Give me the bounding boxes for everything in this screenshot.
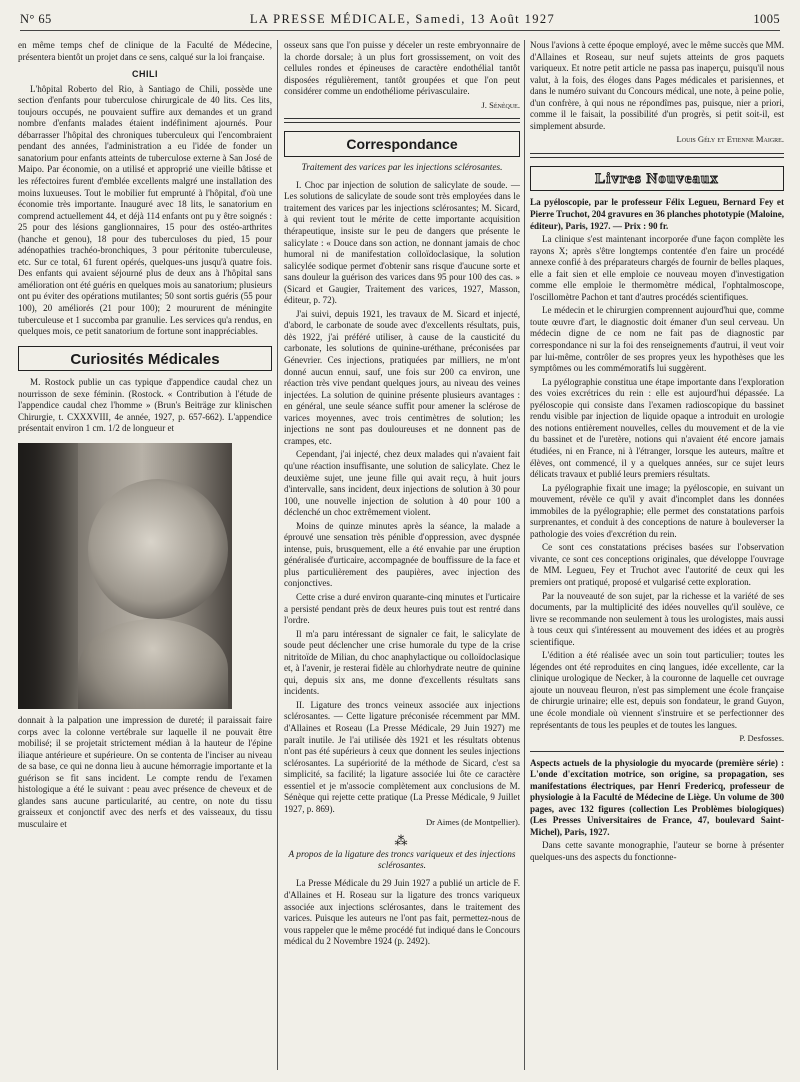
curiosites-paragraph: M. Rostock publie un cas typique d'appendice caudal chez un nourrisson de sexe féminin. (Rostock. « Contribution à l'étude de l'appendice caudal chez l'homme » (Brun's Beiträge zur klinischen Chirurgie, t. CXXXVIII, 4e année, 1927, p. 657-662). L'appendice présentait environ 1 cm. 1/2 de longueur et [18,377,272,434]
divider-book [530,751,784,752]
photo-body-shape [78,619,228,709]
propos-paragraph: La Presse Médicale du 29 Juin 1927 a publié un article de F. d'Allaines et H. Roseau sur la ligature des troncs variqueux associée aux injections sclérosantes, dans le traitement des varices. Puisque les auteurs ne l'ont pas fait, permettez-nous de vous rappeler que le même procédé fut indiqué dans le Concours médical du 2 Novembre 1924 (p. 2492). [284,878,520,947]
curiosites-title: Curiosités Médicales [18,346,272,372]
tail-appendix-photograph [18,443,232,709]
book1-paragraph-2: Le médecin et le chirurgien comprennent aujourd'hui que, comme toute œuvre d'art, le diagnostic doit émaner d'un seul cerveau. Un médecin digne de ce nom ne fait pas de diagnostic par correspondance ni sur la foi des renseignements d'autrui, il veut voir par lui-même, contrôler de ses propres yeux les hypothèses que les symptômes ou les commémoratifs lui suggèrent. [530,305,784,374]
column-right [530,40,784,1070]
divider-right [530,153,784,158]
column-rule-2 [524,40,525,1070]
top-paragraph: osseux sans que l'on puisse y déceler un reste embryonnaire de la chorde dorsale; à un plus fort grossissement, on voit des cellules rondes et épineuses de caractère endothélial tantôt disposées régulièrement, tantôt groupées et que l'on peut considérer comme un endothéliome périvasculaire. [284,40,520,97]
book2-paragraph: Dans cette savante monographie, l'auteur se borne à présenter quelques-uns des aspects du fonctionne- [530,840,784,862]
section-stars: ⁂ [394,832,410,848]
correspondance-signature: Dr Aimes (de Montpellier). [425,817,520,828]
propos-subtitle: A propos de la ligature des troncs variqueux et des injections sclérosantes. [288,850,516,872]
issue-number: N° 65 [20,11,52,26]
column-rule-1 [277,40,278,1070]
corr-paragraph-2: J'ai suivi, depuis 1921, les travaux de M. Sicard et injecté, d'abord, le carbonate de soude avec d'excellents résultats, puis, dès 1922, j'ai préféré utiliser, à cause de la causticité du carbonate, les solutions de quinine-uréthane, préconisées par Génevrier. Ces injections, pratiquées par milliers, ne m'ont donné aucun ennui, sauf, une fois sur 200 ca environ, une réaction très vive pendant quelques jours, au niveau des veines injectées. La solution de quinine présente plusieurs avantages : en général, une seule séance suffit pour amener la sclérose de varices moyennes, avec trois centimètres de solution; les injections ne sont pas douloureuses et ne donnent pas de crampes, etc. [284,308,520,446]
divider [284,118,520,123]
livres-nouveaux-title: Livres Nouveaux [530,166,784,192]
book1-paragraph-3: La pyélographie constitua une étape importante dans l'exploration des voies excrétrices du rein : elle est aujourd'hui dépassée. La pyéloscopie qui consiste dans l'examen radioscopique du bassinet rendu visible par injection de liquide opaque a introduit en urologie des notions entièrement nouvelles, celles du mouvement et de la vie du bassinet et de l'uretère, notions qui n'avaient été encore jamais étudiées, ni en France, ni à l'étranger, lorsque les auteurs, maître et élèves, ont commencé, il y a quelques années, sur ce sujet leurs délicats travaux et publié leurs premiers résultats. [530,376,784,480]
chili-heading: CHILI [132,69,158,80]
review-signature: P. Desfosses. [739,733,784,744]
after-photo-paragraph: donnait à la palpation une impression de dureté; il paraissait faire corps avec la colonne vertébrale sur laquelle il ne pouvait être mobilisé; il se projetait strictement médian à la hauteur de l'épine iliaque antérieure et supérieure. On se contenta de l'inciser au niveau de sa base, ce qui ne donna lieu à aucune hémorragie importante et la guérison se fit sans incident. Le compte rendu de l'examen histologique a été le suivant : peau avec présence de cheveux et de glandes sans aucune particularité, au centre, on note du tissu graisseux et conjonctif avec des nerfs et des vaisseaux, du tissu musculaire et [18,714,272,829]
corr-paragraph-3: Cependant, j'ai injecté, chez deux malades qui n'avaient fait qu'une réaction insuffisante, une solution de salicylate. Chez le deuxième sujet, une jeune fille qui avait reçu, à huit jours d'intervalle, sans incident, deux injections de solution à 30 pour 100, une nouvelle injection de solution à 40 pour 100 a déclenché un choc extrêmement violent. [284,449,520,518]
chili-paragraph: L'hôpital Roberto del Rio, à Santiago de Chili, possède une section d'enfants pour tuberculose chirurgicale de 40 lits. Ces lits, toujours occupés, ne pouvaient suffire aux demandes et un grand nombre d'enfants malades étaient indéfiniment ajournés. Pour débarrasser l'hôpital des chroniques tuberculeux qui l'encombraient pendant des années, l'administration a eu l'idée de fonder un sanatorium pour enfants atteints de tuberculose externe à San José de Maipo. Par économie, on a utilisé et approprié une vieille bâtisse et les réfectoires furent d'emblée excellents malgré une installation des moins luxueuses. Tout le mobilier fut emprunté à l'hôpital, d'où une économie très importante. Inauguré avec 18 lits, le sanatorium en comprend actuellement 44, et déjà 114 enfants ont pu y être soignés : 25 pour des lésions ganglionnaires, 15 pour des ostéo-arthrites (hanche et genou), 18 pour des tuberculoses du pied, 15 pour adénopathies trachéo-bronchiques, 3 pour péritonite tuberculeuse, etc. Sur ce total, 61 furent opérés, quelques-uns jusqu'à quatre fois. Des enfants qui avaient séjourné plus de deux ans à l'hôpital sans amélioration ont été guéris en quelques mois au sanatorium; plusieurs ont pu éviter des opérations mutilantes; 50 sont sortis guéris (55 pour 100), 20 améliorés (21 pour 100); 2 moururent de méningite tuberculeuse et 1 succomba par granulie. Les services qu'a rendus, en quelques mois, ce petit sanatorium de fortune sont inappréciables. [18,83,272,337]
authors-signature: Louis Gély et Etienne Maigre. [676,134,784,145]
top-paragraph-right: Nous l'avions à cette époque employé, avec le même succès que MM. d'Allaines et Roseau, sur neuf sujets atteints de gros paquets variqueux. Et notre petit article ne passa pas inaperçu, puisqu'il nous valut, à la fois, des éloges dans Pages médicales et parisiennes, et dans le numéro suivant du Concours médical, une note, à peine polie, d'un confrère, à qui nous ne répondîmes pas, puisque, nier a priori, comme il le faisait, la possibilité d'un progrès, si petit soit-il, est simplement absurde. [530,40,784,131]
corr-paragraph-6: Il m'a paru intéressant de signaler ce fait, le salicylate de soude peut déclencher une crise humorale du type de la crise nitritoïde de Milian, du choc anaphylactique ou colloïdoclasique et, à l'avenir, je resterai fidèle au chlorhydrate neutre de quinine qui, depuis six ans, me donne d'excellents résultats sans incidents. [284,628,520,697]
book1-paragraph-5: Ce sont ces constatations précises basées sur l'observation vivante, ce sont ces conceptions originales, que développe l'ouvrage de MM. Legueu, Fey et Truchot avec l'autorité de ceux qui les premiers ont pratiqué, proposé et vulgarisé cette exploration. [530,542,784,587]
column-left [18,40,272,1070]
page-header [20,8,780,31]
corr-paragraph-7: II. Ligature des troncs veineux associée aux injections sclérosantes. — Cette ligature préconisée récemment par MM. d'Allaines et Roseau (La Presse Médicale, 29 Juin 1927) me paraît inutile. Je l'ai utilisée dès 1921 et les résultats obtenus n'ont pas été supérieurs à ceux que donnent les seules injections sclérosantes. La supériorité de la méthode de Sicard, c'est sa simplicité, sa facilité; la ligature associée lui ôte ce caractère essentiel et je m'associe complètement aux conclusions de M. Sénèque qui rejette cette pratique (La Presse Médicale, 9 Juillet 1927, p. 869). [284,699,520,814]
journal-title: LA PRESSE MÉDICALE, Samedi, 13 Août 1927 [249,11,556,26]
top-signature: J. Sénèque. [481,99,520,110]
correspondance-title: Correspondance [284,131,520,157]
book1-paragraph-1: La clinique s'est maintenant incorporée d'une façon complète les rayons X; après s'être longtemps contentée d'en faire un procédé annexe confié à des préparateurs chargés de fournir de belles plaques, elle a fait sien et elle emploie ce nouveau moyen d'investigation comme elle emploie le thermomètre médical, l'ophtalmoscope, l'oscillomètre Pachon et tant d'autres procédés scientifiques. [530,234,784,302]
book1-paragraph-7: L'édition a été réalisée avec un soin tout particulier; toutes les légendes ont été reproduites en cinq langues, idée excellente, car la clinique urologique de Necker, à la couronne de laquelle cet ouvrage ajoute un nouveau fleuron, n'est pas simplement une école française de chirurgie urinaire; elle est, depuis son fondateur, le grand Guyon, une école mondiale où viennent s'instruire et se perfectionner des représentants de tous les peuples et de toutes les langues. [530,650,784,730]
correspondance-subtitle: Traitement des varices par les injections sclérosantes. [301,162,503,173]
book1-paragraph-6: Par la nouveauté de son sujet, par la richesse et la variété de ses documents, par la multiplicité des idées nouvelles qu'il soulève, ce livre se recommande non seulement à tous les urologistes, mais aussi à tous ceux qui s'intéressent au mouvement des idées et au progrès scientifique. [530,590,784,647]
book1-paragraph-4: La pyélographie fixait une image; la pyéloscopie, en suivant un mouvement, révèle ce qu'il y avait d'incomplet dans les données immobiles de la pyélographie; elle permet des constatations parfois surprenantes, et conduit à des conceptions de nature à bouleverser la pathologie des voies d'excrétion du rein. [530,482,784,539]
corr-paragraph-1: I. Choc par injection de solution de salicylate de soude. — Les solutions de salicylate de soude sont très employées dans le traitement des varices par les injections sclérosantes; M. Sicard, à qui revient tout le mérite de cette importante acquisition thérapeutique, insiste sur le peu de dangers que présente le salicylate : « Douce dans son action, ne donnant jamais de choc humoral ni de manifestation colloïdoclasique, la solution salicylée sodique permet d'obtenir sans risque d'aucune sorte et sans douleur la guérison des varices dans 95 pour 100 des cas. » (Sicard et Gaugier, Traitement des varices, 1927, Masson, éditeur, p. 72). [284,179,520,306]
book2-heading: Aspects actuels de la physiologie du myocarde (première série) : L'onde d'excitation motrice, son origine, sa propagation, ses manifestations électriques, par Henri Fredericq, professeur de physiologie à la Faculté de Médecine de Liège. Un volume de 300 pages, avec 132 figures (collection Les Problèmes biologiques) (Les Presses Universitaires de France, 47, boulevard Saint-Michel), Paris, 1927. [530,757,784,837]
photo-head-shape [88,479,228,619]
column-middle [284,40,520,1070]
corr-paragraph-5: Cette crise a duré environ quarante-cinq minutes et l'urticaire a persisté pendant près de deux heures puis tout est rentré dans l'ordre. [284,591,520,626]
intro-paragraph: en même temps chef de clinique de la Faculté de Médecine, présentera bientôt un projet dans ce sens, calqué sur la loi française. [18,40,272,62]
photo-shadow [18,443,78,709]
page-number: 1005 [753,11,780,26]
book1-heading: La pyéloscopie, par le professeur Félix Legueu, Bernard Fey et Pierre Truchot, 204 gravures en 36 planches phototypie (Maloine, éditeur), Paris, 1927. — Prix : 90 fr. [530,197,784,231]
corr-paragraph-4: Moins de quinze minutes après la séance, la malade a éprouvé une sensation très pénible d'oppression, avec dyspnée intense, puis, brusquement, elle a été envahie par une éruption généralisée d'urticaire, accompagnée de bouffissure de la face et plus particulièrement des paupières, avec injection des conjonctives. [284,520,520,589]
